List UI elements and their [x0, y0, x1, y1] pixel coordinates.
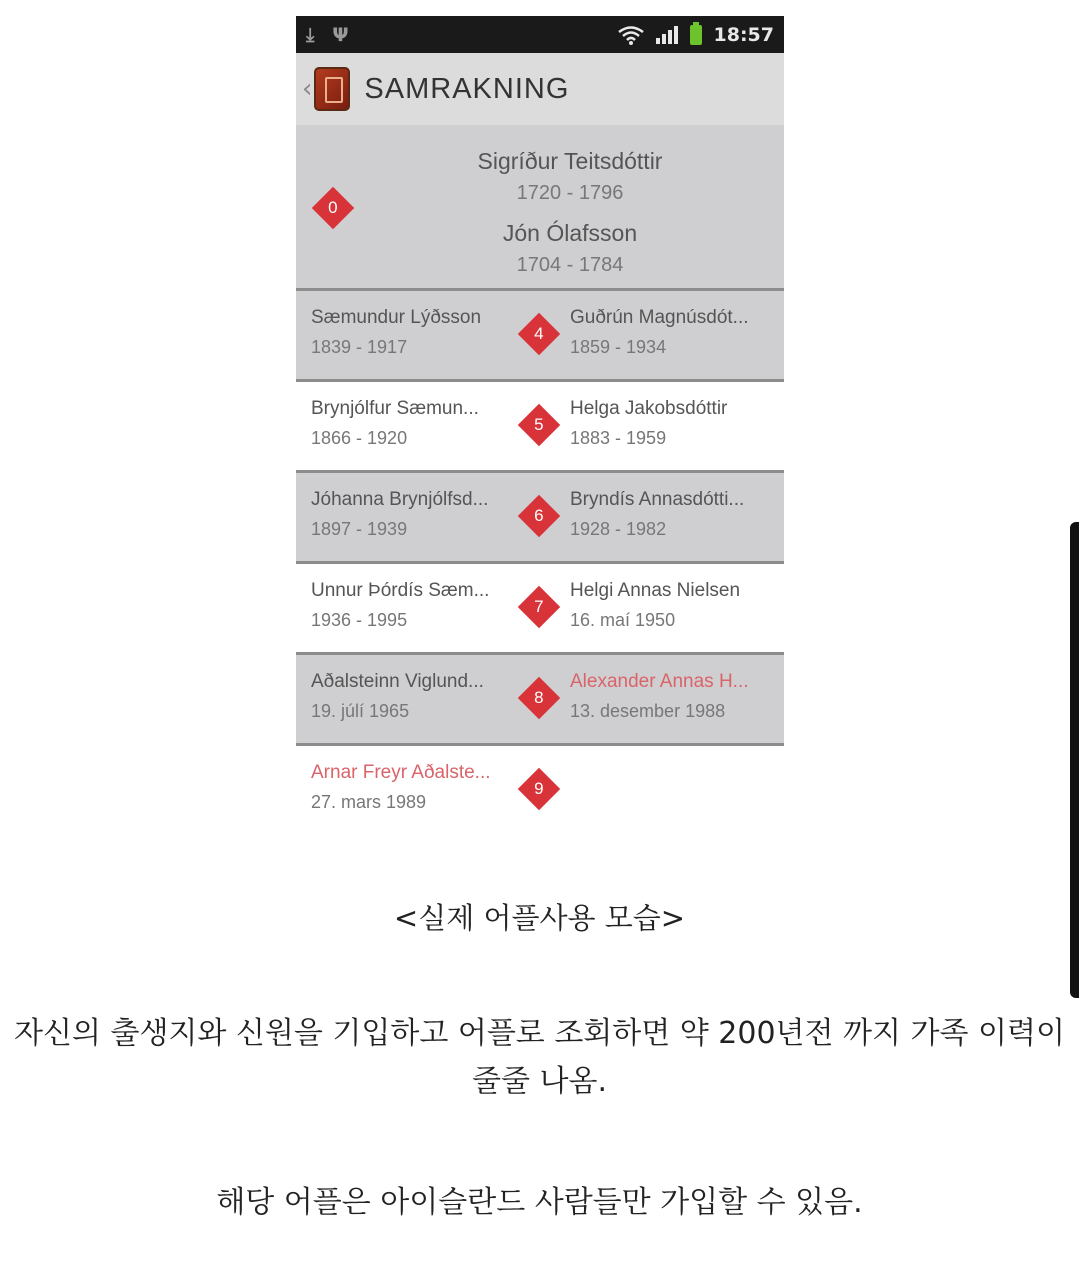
- person-years: 16. maí 1950: [570, 610, 676, 630]
- app-logo-icon[interactable]: [314, 67, 350, 111]
- person-years: 13. desember 1988: [570, 701, 726, 721]
- ancestor-name: Sigríður Teitsdóttir: [477, 148, 663, 174]
- person-years: 27. mars 1989: [311, 792, 427, 812]
- person-name: Unnur Þórdís Sæm...: [311, 580, 490, 601]
- generation-badge: 7: [518, 586, 560, 628]
- generation-badge: 5: [518, 404, 560, 446]
- list-item[interactable]: [296, 655, 784, 746]
- generation-badge: 9: [518, 768, 560, 810]
- ancestor-years: 1704 - 1784: [516, 254, 624, 276]
- common-ancestor-block[interactable]: [296, 127, 784, 291]
- person-name: Sæmundur Lýðsson: [311, 307, 482, 328]
- generation-badge: 8: [518, 677, 560, 719]
- app-screenshot: [296, 16, 784, 830]
- person-name: Brynjólfur Sæmun...: [311, 398, 479, 419]
- list-item[interactable]: [296, 564, 784, 655]
- person-years: 1866 - 1920: [311, 428, 408, 448]
- person-name: Arnar Freyr Aðalste...: [311, 762, 491, 783]
- ancestor-name: Jón Ólafsson: [502, 220, 638, 246]
- generation-badge: 4: [518, 313, 560, 355]
- person-years: 19. júlí 1965: [311, 701, 410, 721]
- person-name: Helgi Annas Nielsen: [570, 580, 741, 601]
- back-chevron-icon[interactable]: ‹: [302, 74, 313, 104]
- battery-icon: [690, 25, 702, 45]
- list-item[interactable]: [296, 291, 784, 382]
- usb-icon: Ψ: [332, 23, 349, 46]
- person-name: Bryndís Annasdótti...: [570, 489, 745, 510]
- clock: 18:57: [713, 23, 774, 46]
- wifi-icon: [618, 25, 644, 45]
- list-item[interactable]: [296, 473, 784, 564]
- list-item[interactable]: [296, 382, 784, 473]
- person-years: 1859 - 1934: [570, 337, 667, 357]
- description-text: 해당 어플은 아이슬란드 사람들만 가입할 수 있음.: [216, 1185, 863, 1220]
- person-years: 1839 - 1917: [311, 337, 408, 357]
- person-name: Alexander Annas H...: [570, 671, 749, 692]
- person-name: Guðrún Magnúsdót...: [570, 307, 749, 328]
- image-caption: <실제 어플사용 모습>: [393, 901, 686, 935]
- generation-badge: 6: [518, 495, 560, 537]
- person-years: 1897 - 1939: [311, 519, 408, 539]
- person-years: 1883 - 1959: [570, 428, 667, 448]
- generation-badge: 0: [312, 187, 354, 229]
- download-icon: ⤓: [306, 23, 315, 46]
- status-bar: [296, 16, 784, 53]
- signal-icon: [656, 26, 678, 44]
- person-name: Aðalsteinn Viglund...: [311, 671, 484, 692]
- description-text: 자신의 출생지와 신원을 기입하고 어플로 조회하면 약 200년전 까지 가족 이력이 줄줄 나옴.: [13, 1016, 1065, 1099]
- person-name: Jóhanna Brynjólfsd...: [311, 489, 489, 510]
- action-bar: [296, 53, 784, 127]
- person-years: 1936 - 1995: [311, 610, 408, 630]
- ancestor-years: 1720 - 1796: [516, 182, 624, 204]
- person-name: Helga Jakobsdóttir: [570, 398, 728, 419]
- person-years: 1928 - 1982: [570, 519, 667, 539]
- list-item[interactable]: [296, 746, 784, 830]
- app-title: SAMRAKNING: [364, 72, 570, 105]
